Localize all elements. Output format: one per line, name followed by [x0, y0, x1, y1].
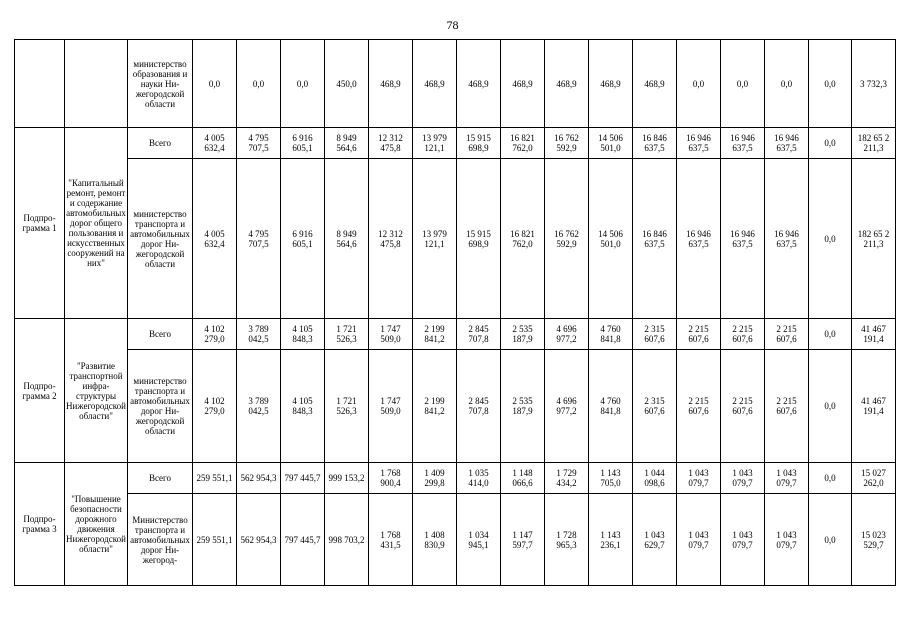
value-cell: 2 215 607,6 — [677, 319, 721, 350]
value-cell: 0,0 — [193, 40, 237, 128]
table-row — [15, 494, 896, 586]
value-cell: 0,0 — [677, 40, 721, 128]
value-cell: 2 215 607,6 — [677, 350, 721, 463]
value-cell: 562 954,3 — [237, 494, 281, 586]
value-cell: 2 215 607,6 — [765, 319, 809, 350]
value-cell: 468,9 — [457, 40, 501, 128]
value-cell: 998 703,2 — [325, 494, 369, 586]
value-cell: 1 408 830,9 — [413, 494, 457, 586]
value-cell: 16 946 637,5 — [765, 128, 809, 159]
page-number: 78 — [446, 18, 459, 32]
value-cell: 2 845 707,8 — [457, 350, 501, 463]
total-label-cell: Всего — [128, 463, 193, 494]
value-cell: 1 043 079,7 — [721, 463, 765, 494]
value-cell: 12 312 475,8 — [369, 159, 413, 319]
value-cell: 797 445,7 — [281, 494, 325, 586]
value-cell: 4 696 977,2 — [545, 319, 589, 350]
value-cell: 468,9 — [545, 40, 589, 128]
value-cell: 14 506 501,0 — [589, 128, 633, 159]
value-cell: 13 979 121,1 — [413, 128, 457, 159]
value-cell: 2 199 841,2 — [413, 350, 457, 463]
program-name-cell — [65, 40, 128, 128]
value-cell: 2 535 187,9 — [501, 319, 545, 350]
value-cell: 4 102 279,0 — [193, 319, 237, 350]
value-cell: 4 696 977,2 — [545, 350, 589, 463]
value-cell: 2 535 187,9 — [501, 350, 545, 463]
program-name-cell: "Развитие транспортной инфраструктуры Нижегородской области" — [65, 319, 128, 463]
value-cell: 1 043 629,7 — [633, 494, 677, 586]
value-cell: 4 760 841,8 — [589, 319, 633, 350]
value-cell: 4 102 279,0 — [193, 350, 237, 463]
value-cell: 41 467 191,4 — [852, 350, 896, 463]
value-cell: 16 821 762,0 — [501, 128, 545, 159]
value-cell: 2 215 607,6 — [721, 319, 765, 350]
value-cell: 14 506 501,0 — [589, 159, 633, 319]
executor-cell: министерство транспорта и автомобильных дорог Нижегородской области — [128, 159, 193, 319]
program-label-cell: Подпрограмма 3 — [15, 463, 65, 586]
value-cell: 1 143 705,0 — [589, 463, 633, 494]
value-cell: 450,0 — [325, 40, 369, 128]
value-cell: 4 105 848,3 — [281, 319, 325, 350]
value-cell: 3 789 042,5 — [237, 350, 281, 463]
program-name-cell: "Капитальный ремонт, ремонт и содержание автомобильных дорог общего пользования и искусственных сооружений на них" — [65, 128, 128, 319]
program-label-cell — [15, 40, 65, 128]
value-cell: 4 105 848,3 — [281, 350, 325, 463]
program-label-cell: Подпрограмма 1 — [15, 128, 65, 319]
value-cell: 41 467 191,4 — [852, 319, 896, 350]
value-cell: 15 915 698,9 — [457, 159, 501, 319]
program-label-cell: Подпрограмма 2 — [15, 319, 65, 463]
executor-cell: министерство транспорта и автомобильных дорог Нижегородской области — [128, 350, 193, 463]
value-cell: 16 846 637,5 — [633, 128, 677, 159]
value-cell: 1 721 526,3 — [325, 319, 369, 350]
value-cell: 0,0 — [809, 350, 852, 463]
table-row — [15, 40, 896, 128]
value-cell: 562 954,3 — [237, 463, 281, 494]
value-cell: 15 023 529,7 — [852, 494, 896, 586]
table-row — [15, 128, 896, 159]
table-row — [15, 159, 896, 319]
value-cell: 182 65 2 211,3 — [852, 159, 896, 319]
value-cell: 259 551,1 — [193, 463, 237, 494]
value-cell: 0,0 — [809, 463, 852, 494]
value-cell: 4 005 632,4 — [193, 128, 237, 159]
value-cell: 1 043 079,7 — [765, 494, 809, 586]
value-cell: 3 732,3 — [852, 40, 896, 128]
value-cell: 1 768 900,4 — [369, 463, 413, 494]
value-cell: 16 821 762,0 — [501, 159, 545, 319]
value-cell: 1 147 597,7 — [501, 494, 545, 586]
value-cell: 259 551,1 — [193, 494, 237, 586]
budget-table — [14, 39, 896, 586]
value-cell: 1 043 079,7 — [765, 463, 809, 494]
value-cell: 1 143 236,1 — [589, 494, 633, 586]
value-cell: 1 728 965,3 — [545, 494, 589, 586]
value-cell: 16 762 592,9 — [545, 159, 589, 319]
value-cell: 16 946 637,5 — [765, 159, 809, 319]
value-cell: 1 409 299,8 — [413, 463, 457, 494]
value-cell: 4 795 707,5 — [237, 128, 281, 159]
value-cell: 1 034 945,1 — [457, 494, 501, 586]
value-cell: 0,0 — [237, 40, 281, 128]
value-cell: 1 768 431,5 — [369, 494, 413, 586]
value-cell: 0,0 — [281, 40, 325, 128]
value-cell: 0,0 — [809, 494, 852, 586]
value-cell: 797 445,7 — [281, 463, 325, 494]
value-cell: 16 946 637,5 — [677, 159, 721, 319]
value-cell: 468,9 — [633, 40, 677, 128]
value-cell: 1 721 526,3 — [325, 350, 369, 463]
value-cell: 1 747 509,0 — [369, 350, 413, 463]
value-cell: 0,0 — [809, 128, 852, 159]
program-name-cell: "Повышение безопасности дорожного движения Нижегородской области" — [65, 463, 128, 586]
table-row — [15, 463, 896, 494]
value-cell: 2 215 607,6 — [765, 350, 809, 463]
value-cell: 4 795 707,5 — [237, 159, 281, 319]
value-cell: 2 199 841,2 — [413, 319, 457, 350]
value-cell: 1 035 414,0 — [457, 463, 501, 494]
value-cell: 0,0 — [765, 40, 809, 128]
value-cell: 999 153,2 — [325, 463, 369, 494]
table-row — [15, 319, 896, 350]
value-cell: 6 916 605,1 — [281, 159, 325, 319]
value-cell: 13 979 121,1 — [413, 159, 457, 319]
value-cell: 0,0 — [809, 40, 852, 128]
value-cell: 0,0 — [721, 40, 765, 128]
value-cell: 468,9 — [413, 40, 457, 128]
value-cell: 468,9 — [589, 40, 633, 128]
value-cell: 16 762 592,9 — [545, 128, 589, 159]
value-cell: 4 760 841,8 — [589, 350, 633, 463]
value-cell: 8 949 564,6 — [325, 159, 369, 319]
value-cell: 12 312 475,8 — [369, 128, 413, 159]
total-label-cell: Всего — [128, 128, 193, 159]
value-cell: 0,0 — [809, 159, 852, 319]
value-cell: 468,9 — [369, 40, 413, 128]
value-cell: 2 315 607,6 — [633, 350, 677, 463]
table-row — [15, 350, 896, 463]
value-cell: 6 916 605,1 — [281, 128, 325, 159]
value-cell: 1 747 509,0 — [369, 319, 413, 350]
value-cell: 15 027 262,0 — [852, 463, 896, 494]
value-cell: 1 043 079,7 — [677, 463, 721, 494]
value-cell: 2 315 607,6 — [633, 319, 677, 350]
value-cell: 3 789 042,5 — [237, 319, 281, 350]
value-cell: 0,0 — [809, 319, 852, 350]
value-cell: 4 005 632,4 — [193, 159, 237, 319]
value-cell: 1 043 079,7 — [721, 494, 765, 586]
value-cell: 16 946 637,5 — [721, 159, 765, 319]
executor-cell: Министерство транспорта и автомобильных дорог Нижегород- — [128, 494, 193, 586]
value-cell: 16 846 637,5 — [633, 159, 677, 319]
value-cell: 2 215 607,6 — [721, 350, 765, 463]
value-cell: 8 949 564,6 — [325, 128, 369, 159]
value-cell: 468,9 — [501, 40, 545, 128]
value-cell: 16 946 637,5 — [677, 128, 721, 159]
value-cell: 1 043 079,7 — [677, 494, 721, 586]
total-label-cell: Всего — [128, 319, 193, 350]
executor-cell: министерство образования и науки Нижегородской области — [128, 40, 193, 128]
value-cell: 1 044 098,6 — [633, 463, 677, 494]
value-cell: 1 148 066,6 — [501, 463, 545, 494]
value-cell: 15 915 698,9 — [457, 128, 501, 159]
value-cell: 1 729 434,2 — [545, 463, 589, 494]
value-cell: 16 946 637,5 — [721, 128, 765, 159]
value-cell: 182 65 2 211,3 — [852, 128, 896, 159]
value-cell: 2 845 707,8 — [457, 319, 501, 350]
